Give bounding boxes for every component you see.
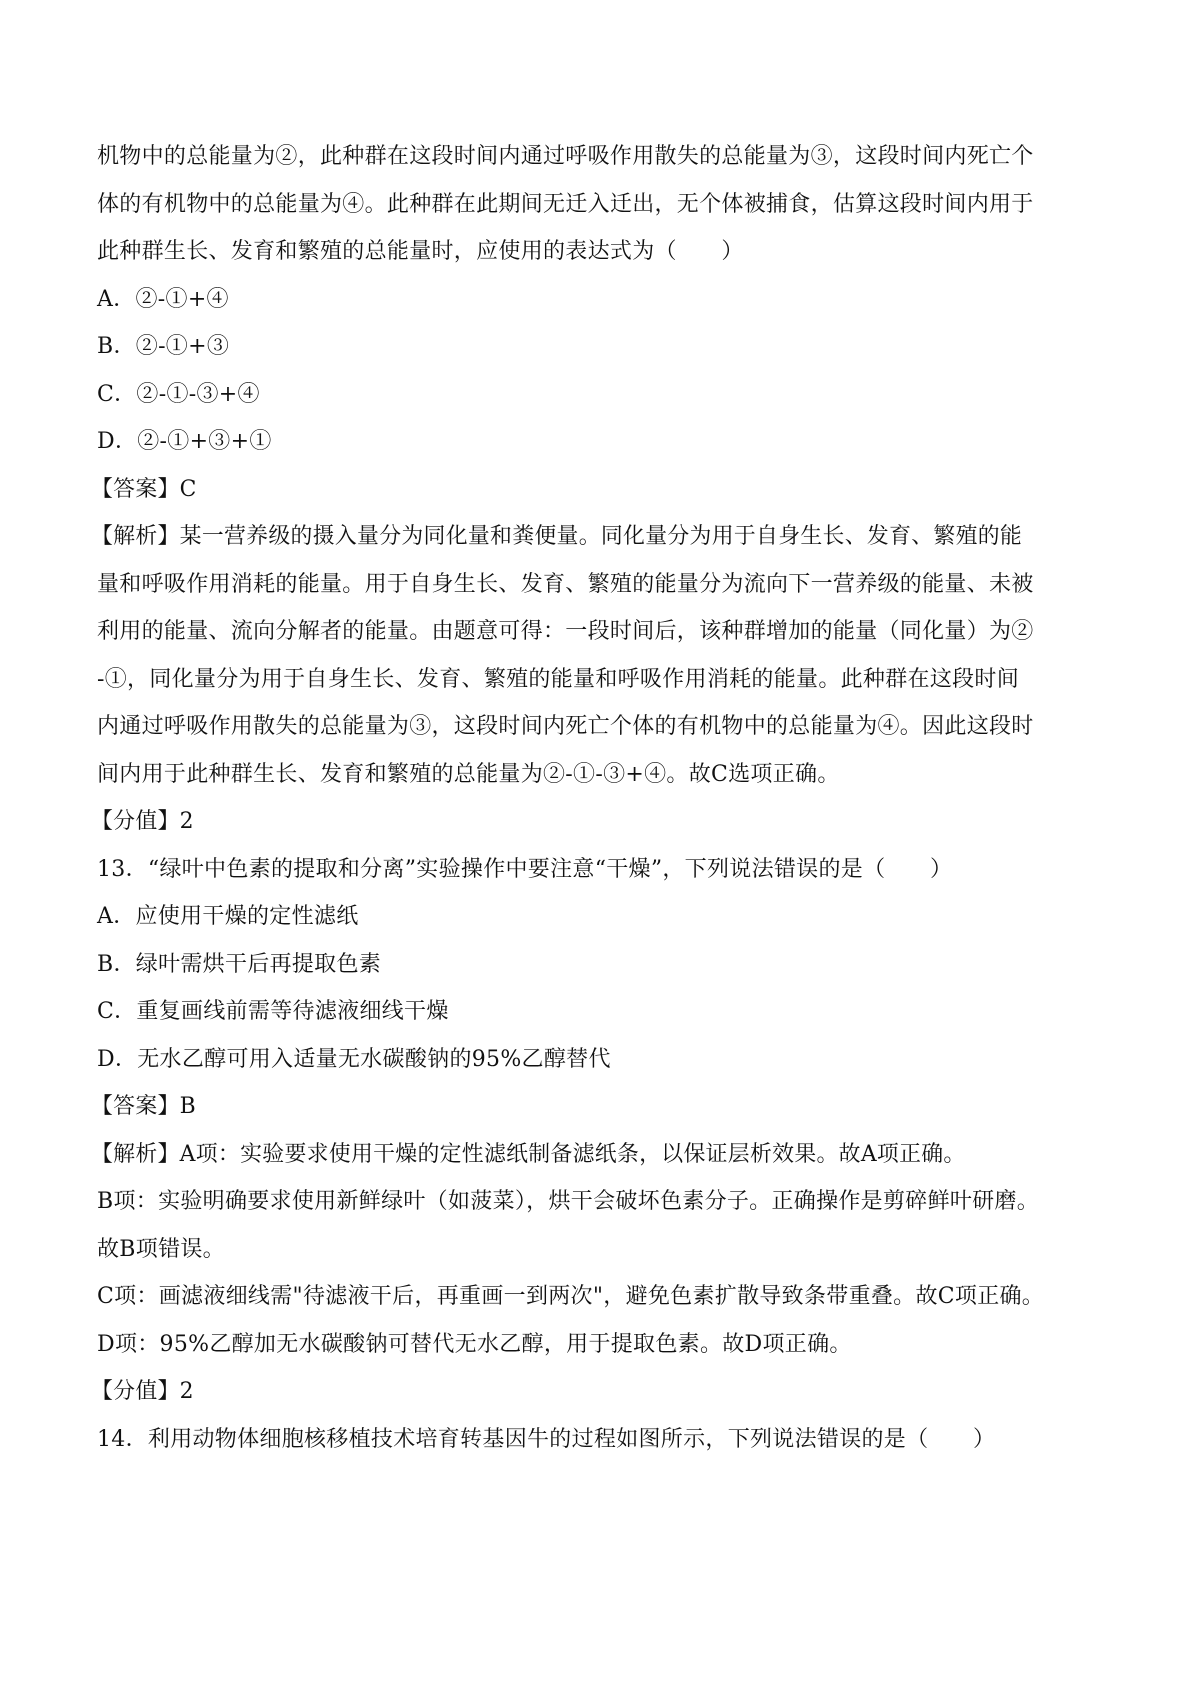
q13-analysis-line: C项：画滤液细线需"待滤液干后，再重画一到两次"，避免色素扩散导致条带重叠。故C项正确。 bbox=[97, 1284, 1045, 1309]
q12-analysis-line: 间内用于此种群生长、发育和繁殖的总能量为②-①-③+④。故C选项正确。 bbox=[97, 761, 840, 787]
q12-stem-line: 机物中的总能量为②，此种群在这段时间内通过呼吸作用散失的总能量为③，这段时间内死亡个 bbox=[97, 144, 1034, 169]
q13-stem: 13．“绿叶中色素的提取和分离”实验操作中要注意“干燥”，下列说法错误的是（ ） bbox=[97, 856, 953, 882]
q13-score: 【分值】2 bbox=[91, 1379, 194, 1404]
q13-option-c: C．重复画线前需等待滤液细线干燥 bbox=[97, 999, 449, 1024]
q14-stem: 14．利用动物体细胞核移植技术培育转基因牛的过程如图所示，下列说法错误的是（ ） bbox=[97, 1426, 996, 1452]
q12-score: 【分值】2 bbox=[91, 809, 194, 834]
q12-option-d: D．②-①+③+① bbox=[97, 429, 272, 454]
q12-analysis-line: 量和呼吸作用消耗的能量。用于自身生长、发育、繁殖的能量分为流向下一营养级的能量、未被 bbox=[97, 571, 1034, 597]
q13-option-b: B．绿叶需烘干后再提取色素 bbox=[97, 951, 382, 977]
q12-stem-line: 此种群生长、发育和繁殖的总能量时，应使用的表达式为（ ） bbox=[97, 239, 744, 264]
page-content bbox=[91, 133, 1107, 1463]
q12-option-a: A．②-①+④ bbox=[97, 286, 229, 312]
q13-analysis-line: D项：95%乙醇加无水碳酸钠可替代无水乙醇，用于提取色素。故D项正确。 bbox=[97, 1331, 852, 1357]
q12-analysis-line: 【解析】某一营养级的摄入量分为同化量和粪便量。同化量分为用于自身生长、发育、繁殖的能 bbox=[91, 524, 1023, 549]
q13-option-d: D．无水乙醇可用入适量无水碳酸钠的95%乙醇替代 bbox=[97, 1046, 611, 1072]
q13-answer: 【答案】B bbox=[91, 1094, 197, 1119]
q13-analysis-line: 【解析】A项：实验要求使用干燥的定性滤纸制备滤纸条，以保证层析效果。故A项正确。 bbox=[91, 1141, 966, 1167]
q13-analysis-line: 故B项错误。 bbox=[97, 1236, 225, 1262]
q12-analysis-line: 内通过呼吸作用散失的总能量为③，这段时间内死亡个体的有机物中的总能量为④。因此这段时 bbox=[97, 714, 1034, 739]
q12-stem-line: 体的有机物中的总能量为④。此种群在此期间无迁入迁出，无个体被捕食，估算这段时间内用于 bbox=[97, 191, 1034, 217]
q12-option-c: C．②-①-③+④ bbox=[97, 381, 260, 407]
q12-answer: 【答案】C bbox=[91, 476, 197, 502]
q13-analysis-line: B项：实验明确要求使用新鲜绿叶（如菠菜），烘干会破坏色素分子。正确操作是剪碎鲜叶研磨。 bbox=[97, 1189, 1040, 1214]
q13-option-a: A．应使用干燥的定性滤纸 bbox=[97, 904, 359, 929]
q12-analysis-line: 利用的能量、流向分解者的能量。由题意可得：一段时间后，该种群增加的能量（同化量）为② bbox=[97, 619, 1034, 644]
q12-analysis-line: -①，同化量分为用于自身生长、发育、繁殖的能量和呼吸作用消耗的能量。此种群在这段时间 bbox=[97, 666, 1020, 692]
q12-option-b: B．②-①+③ bbox=[97, 334, 230, 359]
